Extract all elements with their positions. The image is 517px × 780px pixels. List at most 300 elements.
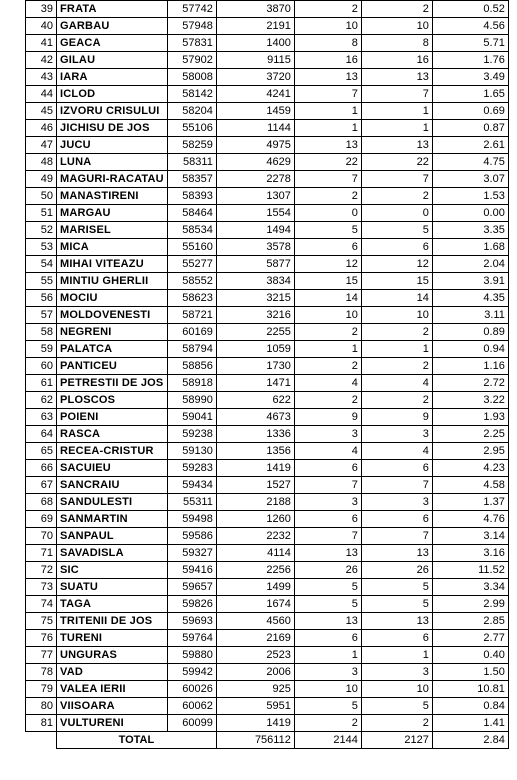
percent: 2.72: [432, 375, 508, 392]
count-a: 7: [294, 86, 361, 103]
count-a: 7: [294, 171, 361, 188]
locality-name: SIC: [57, 562, 168, 579]
percent: 3.91: [432, 273, 508, 290]
count-b: 5: [361, 579, 432, 596]
locality-name: JICHISU DE JOS: [57, 120, 168, 137]
table-row: [26, 460, 509, 477]
row-number: 40: [26, 18, 57, 35]
locality-name: GILAU: [57, 52, 168, 69]
population: 2006: [216, 664, 294, 681]
row-number: 53: [26, 239, 57, 256]
table-row: [26, 562, 509, 579]
locality-name: MOCIU: [57, 290, 168, 307]
row-number: 65: [26, 443, 57, 460]
percent: 1.68: [432, 239, 508, 256]
table-row: [26, 86, 509, 103]
row-number: 78: [26, 664, 57, 681]
total-percent: 2.84: [432, 732, 508, 749]
table-row: [26, 188, 509, 205]
count-a: 0: [294, 205, 361, 222]
count-a: 13: [294, 137, 361, 154]
count-b: 12: [361, 256, 432, 273]
population: 1527: [216, 477, 294, 494]
locality-name: NEGRENI: [57, 324, 168, 341]
population: 1307: [216, 188, 294, 205]
population: 4114: [216, 545, 294, 562]
percent: 3.49: [432, 69, 508, 86]
table-row: [26, 630, 509, 647]
count-b: 13: [361, 137, 432, 154]
siruta-code: 57902: [167, 52, 216, 69]
population: 1260: [216, 511, 294, 528]
siruta-code: 58721: [167, 307, 216, 324]
population: 2256: [216, 562, 294, 579]
row-number: 56: [26, 290, 57, 307]
percent: 0.69: [432, 103, 508, 120]
count-a: 7: [294, 477, 361, 494]
locality-name: MANASTIRENI: [57, 188, 168, 205]
count-b: 0: [361, 205, 432, 222]
siruta-code: 59586: [167, 528, 216, 545]
row-number: 63: [26, 409, 57, 426]
percent: 1.41: [432, 715, 508, 732]
population: 3720: [216, 69, 294, 86]
population: 622: [216, 392, 294, 409]
siruta-code: 55311: [167, 494, 216, 511]
table-row: [26, 256, 509, 273]
row-number: 47: [26, 137, 57, 154]
count-a: 2: [294, 715, 361, 732]
count-b: 13: [361, 545, 432, 562]
population: 2169: [216, 630, 294, 647]
percent: 4.35: [432, 290, 508, 307]
siruta-code: 59764: [167, 630, 216, 647]
count-b: 3: [361, 426, 432, 443]
siruta-code: 57831: [167, 35, 216, 52]
table-body: [26, 1, 509, 732]
table-row: [26, 358, 509, 375]
table-row: [26, 171, 509, 188]
row-number: 81: [26, 715, 57, 732]
count-a: 13: [294, 545, 361, 562]
table-row: [26, 647, 509, 664]
table-row: [26, 426, 509, 443]
siruta-code: 59416: [167, 562, 216, 579]
locality-name: SANCRAIU: [57, 477, 168, 494]
row-number: 67: [26, 477, 57, 494]
table-row: [26, 69, 509, 86]
percent: 4.76: [432, 511, 508, 528]
row-number: 48: [26, 154, 57, 171]
siruta-code: 60099: [167, 715, 216, 732]
count-b: 5: [361, 596, 432, 613]
locality-name: TURENI: [57, 630, 168, 647]
locality-name: PANTICEU: [57, 358, 168, 375]
table-row: [26, 579, 509, 596]
count-a: 3: [294, 426, 361, 443]
count-a: 2: [294, 358, 361, 375]
percent: 4.58: [432, 477, 508, 494]
table-row: [26, 511, 509, 528]
count-a: 4: [294, 443, 361, 460]
siruta-code: 55106: [167, 120, 216, 137]
row-number: 58: [26, 324, 57, 341]
row-number: 69: [26, 511, 57, 528]
locality-name: VALEA IERII: [57, 681, 168, 698]
table-row: [26, 715, 509, 732]
row-number: 59: [26, 341, 57, 358]
count-b: 1: [361, 120, 432, 137]
percent: 2.61: [432, 137, 508, 154]
percent: 2.85: [432, 613, 508, 630]
count-b: 2: [361, 392, 432, 409]
percent: 2.99: [432, 596, 508, 613]
locality-name: TRITENII DE JOS: [57, 613, 168, 630]
siruta-code: 57742: [167, 1, 216, 18]
siruta-code: 60062: [167, 698, 216, 715]
locality-name: ICLOD: [57, 86, 168, 103]
percent: 4.23: [432, 460, 508, 477]
population: 2523: [216, 647, 294, 664]
percent: 2.95: [432, 443, 508, 460]
row-number: 72: [26, 562, 57, 579]
percent: 3.11: [432, 307, 508, 324]
count-b: 10: [361, 681, 432, 698]
row-number: 43: [26, 69, 57, 86]
locality-name: MINTIU GHERLII: [57, 273, 168, 290]
siruta-code: 60169: [167, 324, 216, 341]
percent: 3.22: [432, 392, 508, 409]
locality-name: SANDULESTI: [57, 494, 168, 511]
count-a: 13: [294, 69, 361, 86]
row-number: 50: [26, 188, 57, 205]
count-a: 6: [294, 630, 361, 647]
count-b: 10: [361, 307, 432, 324]
row-number: 66: [26, 460, 57, 477]
siruta-code: 58311: [167, 154, 216, 171]
localities-table: [25, 0, 509, 749]
count-b: 5: [361, 698, 432, 715]
row-number: 62: [26, 392, 57, 409]
count-b: 1: [361, 341, 432, 358]
siruta-code: 59041: [167, 409, 216, 426]
population: 1730: [216, 358, 294, 375]
total-label: TOTAL: [57, 732, 217, 749]
row-number: 54: [26, 256, 57, 273]
count-b: 26: [361, 562, 432, 579]
siruta-code: 58142: [167, 86, 216, 103]
table-row: [26, 545, 509, 562]
row-number: 55: [26, 273, 57, 290]
population: 1494: [216, 222, 294, 239]
row-number: 39: [26, 1, 57, 18]
count-a: 26: [294, 562, 361, 579]
count-a: 7: [294, 528, 361, 545]
population: 4975: [216, 137, 294, 154]
row-number: 73: [26, 579, 57, 596]
row-number: 77: [26, 647, 57, 664]
count-a: 9: [294, 409, 361, 426]
locality-name: JUCU: [57, 137, 168, 154]
count-b: 3: [361, 494, 432, 511]
count-b: 6: [361, 239, 432, 256]
table-row: [26, 1, 509, 18]
population: 9115: [216, 52, 294, 69]
table-row: [26, 664, 509, 681]
count-b: 7: [361, 477, 432, 494]
table-row: [26, 392, 509, 409]
siruta-code: 58393: [167, 188, 216, 205]
table-row: [26, 375, 509, 392]
percent: 2.25: [432, 426, 508, 443]
count-a: 2: [294, 1, 361, 18]
count-b: 2: [361, 358, 432, 375]
table-row: [26, 222, 509, 239]
population: 1400: [216, 35, 294, 52]
population: 5877: [216, 256, 294, 273]
total-count-a: 2144: [294, 732, 361, 749]
siruta-code: 59434: [167, 477, 216, 494]
table-row: [26, 18, 509, 35]
population: 2188: [216, 494, 294, 511]
count-b: 22: [361, 154, 432, 171]
siruta-code: 58464: [167, 205, 216, 222]
table-row: [26, 613, 509, 630]
count-b: 4: [361, 375, 432, 392]
table-row: [26, 477, 509, 494]
table-row: [26, 290, 509, 307]
population: 1144: [216, 120, 294, 137]
total-row: [26, 732, 509, 749]
count-b: 1: [361, 647, 432, 664]
row-number: 46: [26, 120, 57, 137]
count-a: 2: [294, 392, 361, 409]
table-row: [26, 273, 509, 290]
siruta-code: 58990: [167, 392, 216, 409]
locality-name: MIHAI VITEAZU: [57, 256, 168, 273]
population: 4673: [216, 409, 294, 426]
table-row: [26, 494, 509, 511]
locality-name: MOLDOVENESTI: [57, 307, 168, 324]
percent: 1.37: [432, 494, 508, 511]
population: 3578: [216, 239, 294, 256]
row-number: 70: [26, 528, 57, 545]
row-number: 42: [26, 52, 57, 69]
count-a: 1: [294, 341, 361, 358]
table-row: [26, 681, 509, 698]
percent: 3.35: [432, 222, 508, 239]
row-number: 57: [26, 307, 57, 324]
percent: 5.71: [432, 35, 508, 52]
population: 1336: [216, 426, 294, 443]
siruta-code: 58918: [167, 375, 216, 392]
count-a: 2: [294, 324, 361, 341]
percent: 3.34: [432, 579, 508, 596]
locality-name: TAGA: [57, 596, 168, 613]
total-count-b: 2127: [361, 732, 432, 749]
table-row: [26, 307, 509, 324]
count-a: 15: [294, 273, 361, 290]
count-b: 2: [361, 1, 432, 18]
percent: 1.50: [432, 664, 508, 681]
population: 4560: [216, 613, 294, 630]
count-b: 6: [361, 511, 432, 528]
table-row: [26, 137, 509, 154]
row-number: 71: [26, 545, 57, 562]
count-a: 3: [294, 664, 361, 681]
locality-name: RECEA-CRISTUR: [57, 443, 168, 460]
count-a: 5: [294, 579, 361, 596]
row-number: 64: [26, 426, 57, 443]
population: 1059: [216, 341, 294, 358]
siruta-code: 60026: [167, 681, 216, 698]
locality-name: MAGURI-RACATAU: [57, 171, 168, 188]
percent: 0.52: [432, 1, 508, 18]
siruta-code: 58204: [167, 103, 216, 120]
percent: 10.81: [432, 681, 508, 698]
locality-name: VIISOARA: [57, 698, 168, 715]
count-b: 5: [361, 222, 432, 239]
siruta-code: 58856: [167, 358, 216, 375]
table-row: [26, 103, 509, 120]
table-row: [26, 341, 509, 358]
population: 1499: [216, 579, 294, 596]
count-b: 16: [361, 52, 432, 69]
row-number: 80: [26, 698, 57, 715]
siruta-code: 58794: [167, 341, 216, 358]
table-row: [26, 443, 509, 460]
count-b: 7: [361, 171, 432, 188]
count-a: 1: [294, 103, 361, 120]
locality-name: MARGAU: [57, 205, 168, 222]
locality-name: MARISEL: [57, 222, 168, 239]
row-number: 49: [26, 171, 57, 188]
locality-name: MICA: [57, 239, 168, 256]
siruta-code: 59498: [167, 511, 216, 528]
row-number: 52: [26, 222, 57, 239]
percent: 1.16: [432, 358, 508, 375]
percent: 0.87: [432, 120, 508, 137]
count-b: 2: [361, 188, 432, 205]
locality-name: SUATU: [57, 579, 168, 596]
locality-name: SANPAUL: [57, 528, 168, 545]
percent: 2.77: [432, 630, 508, 647]
locality-name: SAVADISLA: [57, 545, 168, 562]
count-a: 13: [294, 613, 361, 630]
locality-name: PLOSCOS: [57, 392, 168, 409]
row-number: 61: [26, 375, 57, 392]
percent: 11.52: [432, 562, 508, 579]
percent: 1.65: [432, 86, 508, 103]
count-a: 6: [294, 511, 361, 528]
locality-name: VULTURENI: [57, 715, 168, 732]
row-number: 79: [26, 681, 57, 698]
table-row: [26, 35, 509, 52]
count-b: 9: [361, 409, 432, 426]
population: 1419: [216, 460, 294, 477]
spreadsheet: [25, 0, 509, 749]
siruta-code: 59238: [167, 426, 216, 443]
population: 1554: [216, 205, 294, 222]
count-a: 5: [294, 222, 361, 239]
table-row: [26, 120, 509, 137]
count-a: 10: [294, 681, 361, 698]
locality-name: GEACA: [57, 35, 168, 52]
percent: 0.94: [432, 341, 508, 358]
row-number: 41: [26, 35, 57, 52]
population: 2255: [216, 324, 294, 341]
population: 3834: [216, 273, 294, 290]
siruta-code: 59283: [167, 460, 216, 477]
locality-name: IARA: [57, 69, 168, 86]
locality-name: RASCA: [57, 426, 168, 443]
count-a: 5: [294, 698, 361, 715]
siruta-code: 58259: [167, 137, 216, 154]
locality-name: GARBAU: [57, 18, 168, 35]
count-a: 4: [294, 375, 361, 392]
row-number: 45: [26, 103, 57, 120]
percent: 4.75: [432, 154, 508, 171]
siruta-code: 59826: [167, 596, 216, 613]
percent: 0.00: [432, 205, 508, 222]
locality-name: SANMARTIN: [57, 511, 168, 528]
locality-name: PETRESTII DE JOS: [57, 375, 168, 392]
count-a: 14: [294, 290, 361, 307]
count-b: 6: [361, 460, 432, 477]
locality-name: PALATCA: [57, 341, 168, 358]
row-number: 44: [26, 86, 57, 103]
population: 925: [216, 681, 294, 698]
percent: 1.93: [432, 409, 508, 426]
percent: 4.56: [432, 18, 508, 35]
count-a: 5: [294, 596, 361, 613]
population: 2191: [216, 18, 294, 35]
table-row: [26, 154, 509, 171]
table-row: [26, 409, 509, 426]
locality-name: SACUIEU: [57, 460, 168, 477]
percent: 3.14: [432, 528, 508, 545]
locality-name: FRATA: [57, 1, 168, 18]
count-b: 2: [361, 715, 432, 732]
population: 5951: [216, 698, 294, 715]
count-a: 2: [294, 188, 361, 205]
count-b: 10: [361, 18, 432, 35]
row-number: 60: [26, 358, 57, 375]
siruta-code: 59130: [167, 443, 216, 460]
table-row: [26, 52, 509, 69]
siruta-code: 59327: [167, 545, 216, 562]
siruta-code: 59942: [167, 664, 216, 681]
siruta-code: 58552: [167, 273, 216, 290]
count-b: 15: [361, 273, 432, 290]
count-b: 3: [361, 664, 432, 681]
locality-name: IZVORU CRISULUI: [57, 103, 168, 120]
count-a: 22: [294, 154, 361, 171]
locality-name: LUNA: [57, 154, 168, 171]
row-number: 75: [26, 613, 57, 630]
count-b: 13: [361, 613, 432, 630]
percent: 0.84: [432, 698, 508, 715]
population: 3870: [216, 1, 294, 18]
row-number: 76: [26, 630, 57, 647]
siruta-code: 55160: [167, 239, 216, 256]
locality-name: VAD: [57, 664, 168, 681]
table-row: [26, 239, 509, 256]
count-b: 4: [361, 443, 432, 460]
percent: 2.04: [432, 256, 508, 273]
percent: 0.40: [432, 647, 508, 664]
population: 1471: [216, 375, 294, 392]
